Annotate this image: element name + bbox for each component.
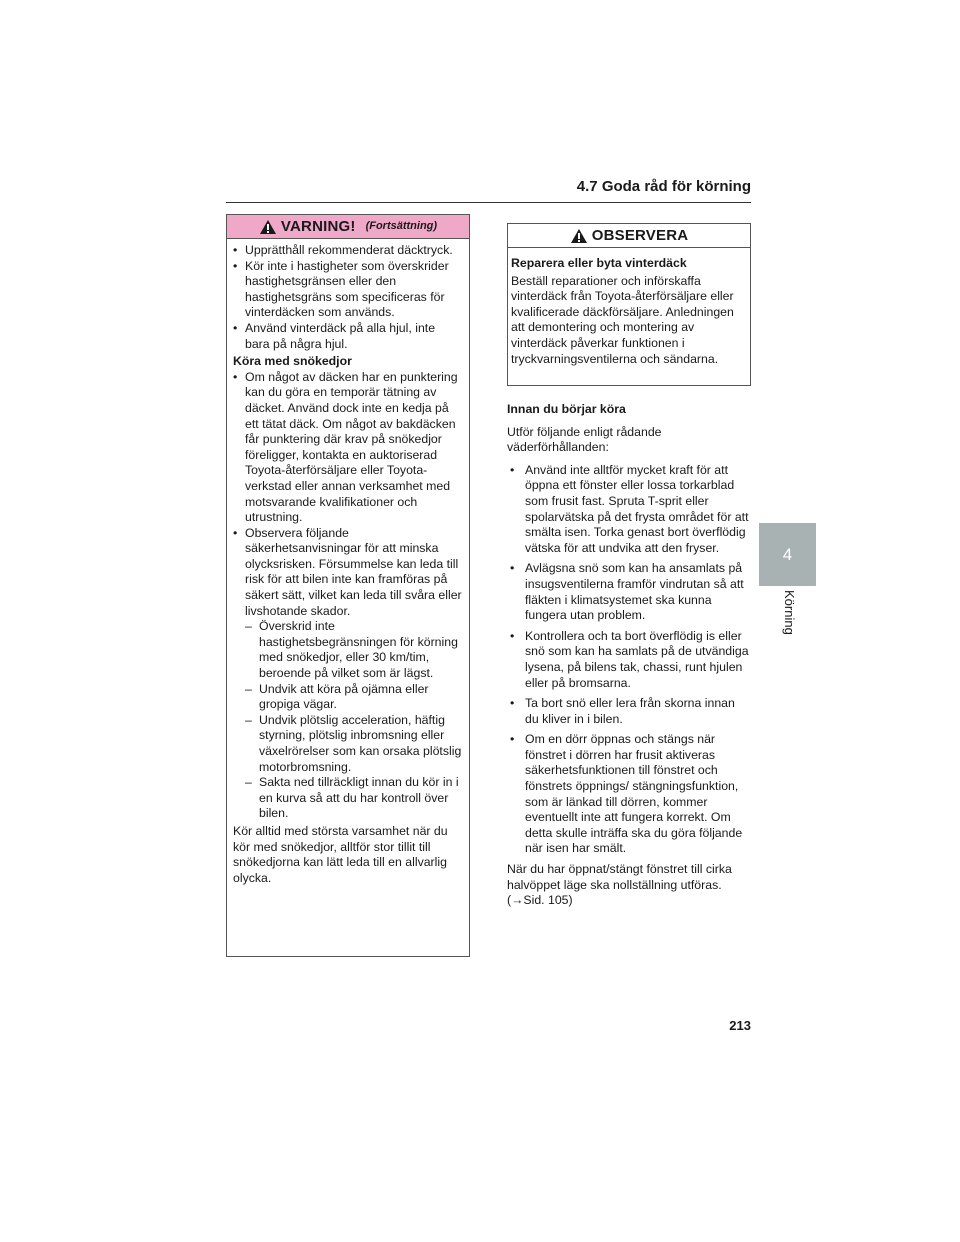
notice-box <box>507 223 751 386</box>
section-title: 4.7 Goda råd för körning <box>576 178 751 195</box>
body-bullet: • Använd inte alltför mycket kraft för att öppna ett fönster eller lossa torkarblad som frusit fast. Spruta T-sprit eller spolarvätska på det frysta området för att smälta isen. Torka genast bort överflödig vätska för att undvika att den fryser. <box>507 463 751 557</box>
warning-title: VARNING! <box>280 217 356 235</box>
notice-triangle-icon <box>570 228 588 244</box>
notice-body <box>508 248 750 367</box>
chapter-number: 4 <box>782 545 793 564</box>
chapter-label: Körning <box>782 590 797 635</box>
warning-header <box>227 215 469 239</box>
body-closing: När du har öppnat/stängt fönstret till cirka halvöppet läge ska nollställning utföras. (→Sid. 105) <box>507 862 732 908</box>
notice-header <box>508 224 750 248</box>
warning-subtitle: (Fortsättning) <box>365 219 438 232</box>
body-heading: Innan du börjar köra <box>507 402 626 416</box>
notice-text: Beställ reparationer och införskaffa vinterdäck från Toyota-återförsäljare eller kvalificerade däckförsäljare. Anledningen att demontering och montering av vinterdäck påverkar funktionen i tryckvarningsventilerna och sändarna. <box>511 273 734 366</box>
warning-dash-item: – Överskrid inte hastighetsbegränsningen för körning med snökedjor, eller 30 km/tim, beroende på vilket som är lägst. <box>233 619 463 681</box>
warning-bullet: • Observera följande säkerhetsanvisningar för att minska olycksrisken. Försummelse kan leda till risk för att bilen inte kan framföras på säkert sätt, vilket kan leda till svåra eller livshotande skador. <box>233 526 463 620</box>
snow-chains-heading: Köra med snökedjor <box>233 354 352 369</box>
body-intro: Utför följande enligt rådande väderförhållanden: <box>507 424 662 455</box>
warning-closing: Kör alltid med största varsamhet när du kör med snökedjor, alltför stor tillit till snökedjorna kan lätt leda till en allvarlig olycka. <box>233 823 448 885</box>
warning-bullet: • Om något av däcken har en punktering kan du göra en temporär tätning av däcket. Använd dock inte en kedja på ett tätat däck. Om något av bakdäcken får punktering där krav på snökedjor föreligger, kontakta en auktoriserad Toyota-återförsäljare eller Toyota-verkstad eller annan verksamhet med motsvarande kvalifikationer och utrustning. <box>233 370 463 526</box>
chapter-tab <box>759 523 816 586</box>
body-bullet: • Kontrollera och ta bort överflödig is eller snö som kan ha samlats på de utvändiga lysena, på bilens tak, chassi, runt hjulen eller på bromsarna. <box>507 629 751 691</box>
warning-dash-item: – Sakta ned tillräckligt innan du kör in i en kurva så att du har kontroll över bilen. <box>233 775 463 822</box>
warning-bullet: • Kör inte i hastigheter som överskrider hastighetsgränsen eller den hastighetsgräns som specificeras för vinterdäcken som används. <box>233 259 463 321</box>
warning-box <box>226 214 470 957</box>
body-column <box>507 400 751 916</box>
notice-subheading: Reparera eller byta vinterdäck <box>511 256 687 270</box>
warning-triangle-icon <box>259 219 277 235</box>
warning-bullet: • Upprätthåll rekommenderat däcktryck. <box>233 243 463 259</box>
body-bullet: • Avlägsna snö som kan ha ansamlats på insugsventilerna framför vindrutan så att fläkten i klimatsystemet ska kunna fungera utan problem. <box>507 561 751 623</box>
warning-body <box>227 239 469 886</box>
warning-dash-item: – Undvik att köra på ojämna eller gropiga vägar. <box>233 682 463 713</box>
notice-title: OBSERVERA <box>591 226 689 244</box>
page-number: 213 <box>729 1018 751 1033</box>
warning-dash-item: – Undvik plötslig acceleration, häftig styrning, plötslig inbromsning eller växelrörelser som kan orsaka plötslig motorbromsning. <box>233 713 463 775</box>
body-bullet: • Ta bort snö eller lera från skorna innan du kliver in i bilen. <box>507 696 751 727</box>
body-bullet: • Om en dörr öppnas och stängs när fönstret i dörren har frusit aktiveras säkerhetsfunktionen till fönstret och fönstrets öppnings/ stängningsfunktion, som är länkad till dörren, kommer eventuellt inte att fungera korrekt. Om detta skulle inträffa ska du göra följande när isen har smält. <box>507 732 751 857</box>
warning-bullet: • Använd vinterdäck på alla hjul, inte bara på några hjul. <box>233 321 463 352</box>
section-header <box>226 178 751 203</box>
